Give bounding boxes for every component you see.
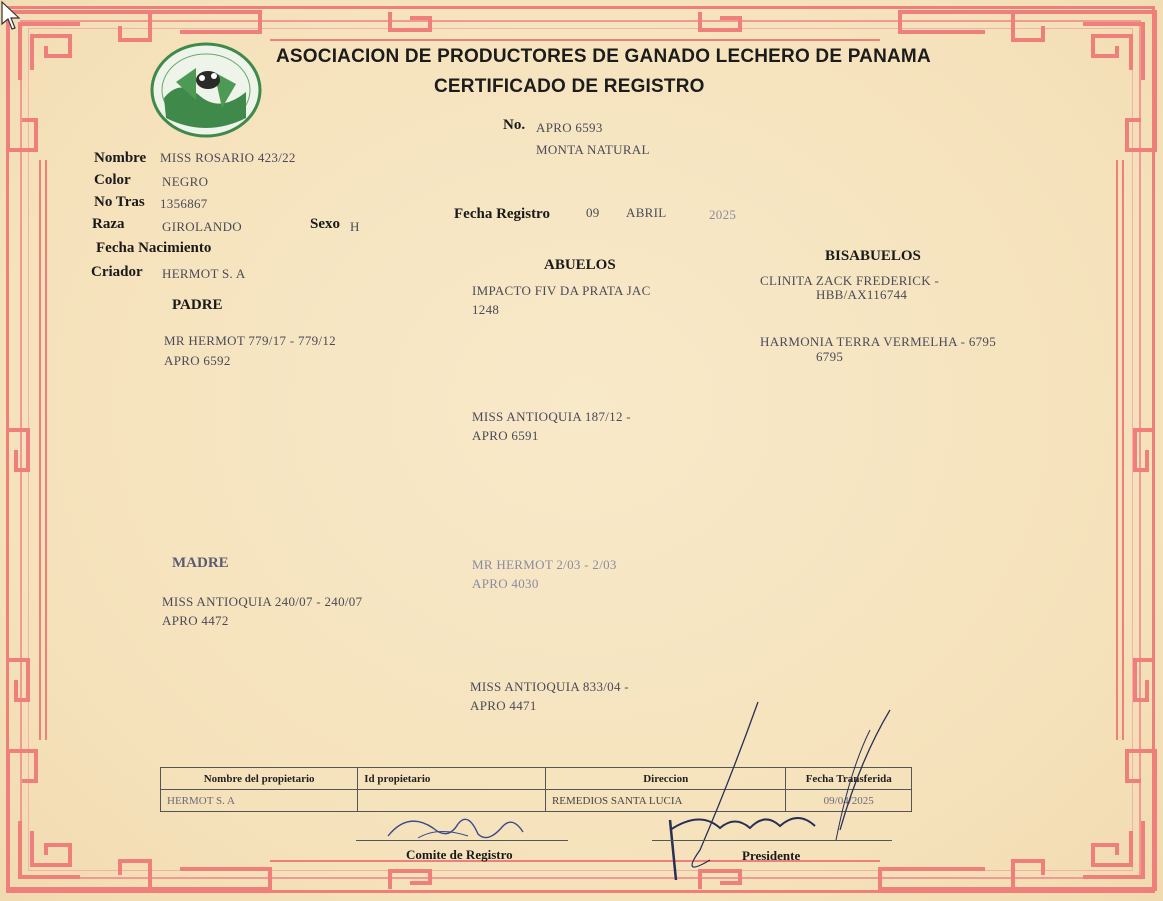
registration-no-value: APRO 6593 bbox=[536, 120, 603, 135]
owner-address-cell: REMEDIOS SANTA LUCIA bbox=[545, 790, 786, 812]
nombre-value: MISS ROSARIO 423/22 bbox=[160, 150, 296, 165]
bisabuelo-2-registry: 6795 bbox=[816, 349, 844, 364]
abuelo-paterno-registry: 1248 bbox=[472, 302, 500, 317]
criador-label: Criador bbox=[91, 264, 143, 280]
fecha-registro-month: ABRIL bbox=[626, 205, 667, 220]
owner-col-id: Id propietario bbox=[358, 768, 546, 790]
owner-col-name: Nombre del propietario bbox=[161, 768, 358, 790]
abuela-materna-registry: APRO 4471 bbox=[470, 698, 537, 713]
comite-signature-line bbox=[356, 840, 568, 841]
owner-col-transfer-date: Fecha Transferida bbox=[786, 768, 912, 790]
comite-label: Comite de Registro bbox=[406, 847, 513, 862]
bisabuelo-1-registry: HBB/AX116744 bbox=[816, 287, 908, 302]
padre-name: MR HERMOT 779/17 - 779/12 bbox=[164, 333, 336, 348]
presidente-label: Presidente bbox=[742, 848, 801, 863]
bisabuelo-2-name: HARMONIA TERRA VERMELHA - 6795 bbox=[760, 334, 997, 349]
abuelo-paterno-name: IMPACTO FIV DA PRATA JAC bbox=[472, 283, 651, 298]
notras-label: No Tras bbox=[94, 194, 145, 210]
bisabuelos-heading: BISABUELOS bbox=[825, 248, 921, 264]
criador-value: HERMOT S. A bbox=[162, 266, 246, 281]
abuelo-materno-name: MR HERMOT 2/03 - 2/03 bbox=[472, 557, 617, 572]
owner-transfer-date-cell: 09/04/2025 bbox=[786, 790, 912, 812]
sexo-value: H bbox=[350, 219, 360, 234]
abuela-materna-name: MISS ANTIOQUIA 833/04 - bbox=[470, 679, 629, 694]
abuelos-heading: ABUELOS bbox=[544, 257, 616, 273]
color-value: NEGRO bbox=[162, 174, 209, 189]
madre-registry: APRO 4472 bbox=[162, 613, 229, 628]
nombre-label: Nombre bbox=[94, 150, 147, 166]
owner-col-address: Direccion bbox=[545, 768, 786, 790]
abuela-paterna-name: MISS ANTIOQUIA 187/12 - bbox=[472, 409, 631, 424]
mouse-cursor-icon bbox=[0, 0, 22, 32]
madre-heading: MADRE bbox=[172, 555, 229, 571]
sexo-label: Sexo bbox=[310, 216, 340, 232]
madre-name: MISS ANTIOQUIA 240/07 - 240/07 bbox=[162, 594, 363, 609]
abuela-paterna-registry: APRO 6591 bbox=[472, 428, 539, 443]
owner-name-cell: HERMOT S. A bbox=[161, 790, 358, 812]
mating-type: MONTA NATURAL bbox=[536, 142, 650, 157]
notras-value: 1356867 bbox=[160, 196, 208, 211]
raza-label: Raza bbox=[92, 216, 125, 232]
certificate-subtitle: CERTIFICADO DE REGISTRO bbox=[434, 76, 705, 97]
fecha-registro-year: 2025 bbox=[709, 207, 737, 222]
fecha-nacimiento-label: Fecha Nacimiento bbox=[96, 240, 212, 256]
presidente-signature-line bbox=[652, 840, 892, 841]
bisabuelo-1-name: CLINITA ZACK FREDERICK - bbox=[760, 273, 940, 288]
fecha-registro-label: Fecha Registro bbox=[454, 206, 550, 222]
padre-registry: APRO 6592 bbox=[164, 353, 231, 368]
padre-heading: PADRE bbox=[172, 297, 223, 313]
abuelo-materno-registry: APRO 4030 bbox=[472, 576, 539, 591]
registration-no-label: No. bbox=[503, 117, 526, 133]
color-label: Color bbox=[94, 172, 131, 188]
certificate-title: ASOCIACION DE PRODUCTORES DE GANADO LECHERO DE PANAMA bbox=[276, 46, 931, 67]
fecha-registro-day: 09 bbox=[586, 205, 600, 220]
association-logo bbox=[150, 38, 262, 138]
raza-value: GIROLANDO bbox=[162, 219, 242, 234]
